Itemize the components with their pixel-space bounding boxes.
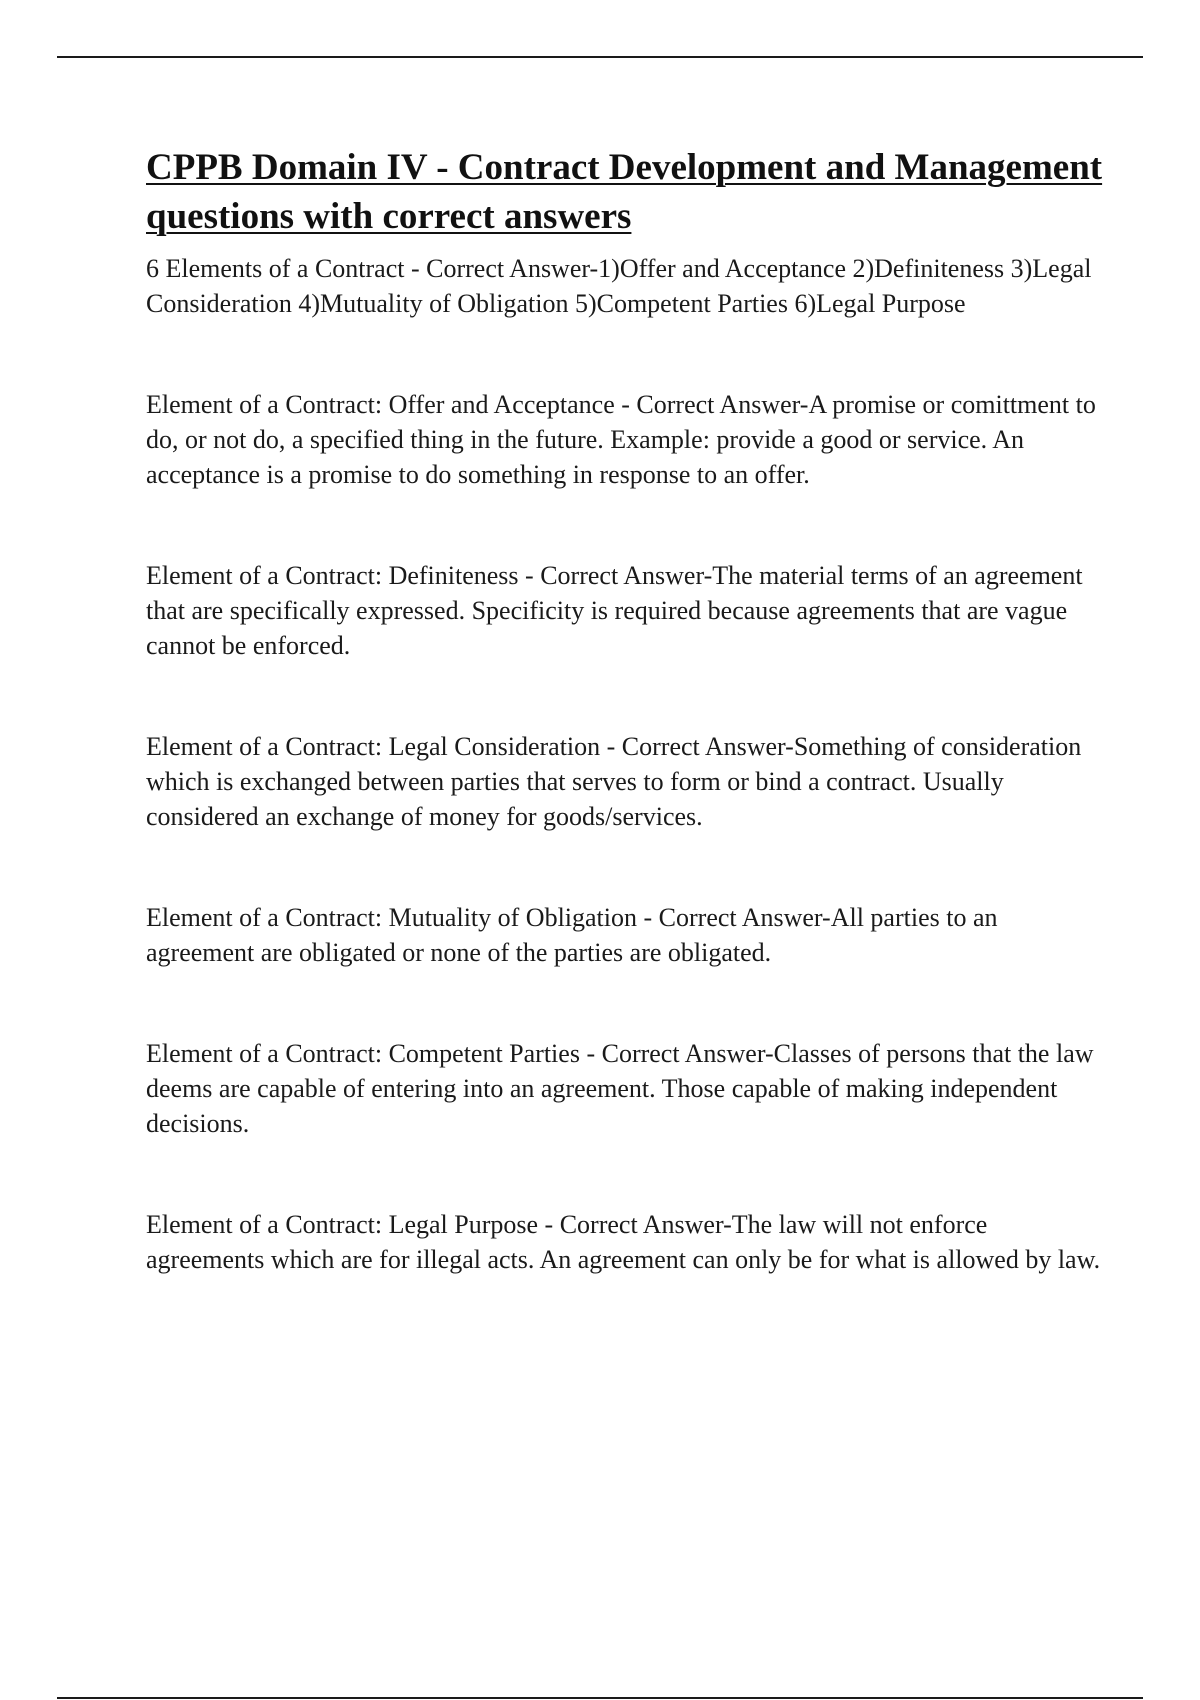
qa-item-competent-parties: Element of a Contract: Competent Parties - Correct Answer-Classes of persons that the law deems are capable of entering into an agreement. Those capable of making independent decisions. bbox=[146, 1039, 1094, 1138]
footer-rule bbox=[57, 1697, 1143, 1699]
qa-item-contract-elements: 6 Elements of a Contract - Correct Answer-1)Offer and Acceptance 2)Definiteness 3)Legal Consideration 4)Mutuality of Obligation 5)Competent Parties 6)Legal Purpose bbox=[146, 254, 1092, 318]
qa-list bbox=[146, 251, 1106, 1277]
document-title: CPPB Domain IV - Contract Development and Management questions with correct answers bbox=[146, 147, 1103, 237]
qa-item-mutuality-of-obligation: Element of a Contract: Mutuality of Obligation - Correct Answer-All parties to an agreement are obligated or none of the parties are obligated. bbox=[146, 903, 998, 967]
qa-item-offer-acceptance: Element of a Contract: Offer and Acceptance - Correct Answer-A promise or comittment to do, or not do, a specified thing in the future. Example: provide a good or service. An acceptance is a promise to do something in response to an offer. bbox=[146, 390, 1096, 489]
qa-item-definiteness: Element of a Contract: Definiteness - Correct Answer-The material terms of an agreement that are specifically expressed. Specificity is required because agreements that are vague cannot be enforced. bbox=[146, 561, 1083, 660]
document-body bbox=[146, 143, 1106, 1277]
header-rule bbox=[57, 56, 1143, 58]
qa-item-legal-consideration: Element of a Contract: Legal Consideration - Correct Answer-Something of consideration which is exchanged between parties that serves to form or bind a contract. Usually considered an exchange of money for goods/services. bbox=[146, 732, 1082, 831]
qa-item-legal-purpose: Element of a Contract: Legal Purpose - Correct Answer-The law will not enforce agreements which are for illegal acts. An agreement can only be for what is allowed by law. bbox=[146, 1210, 1101, 1274]
